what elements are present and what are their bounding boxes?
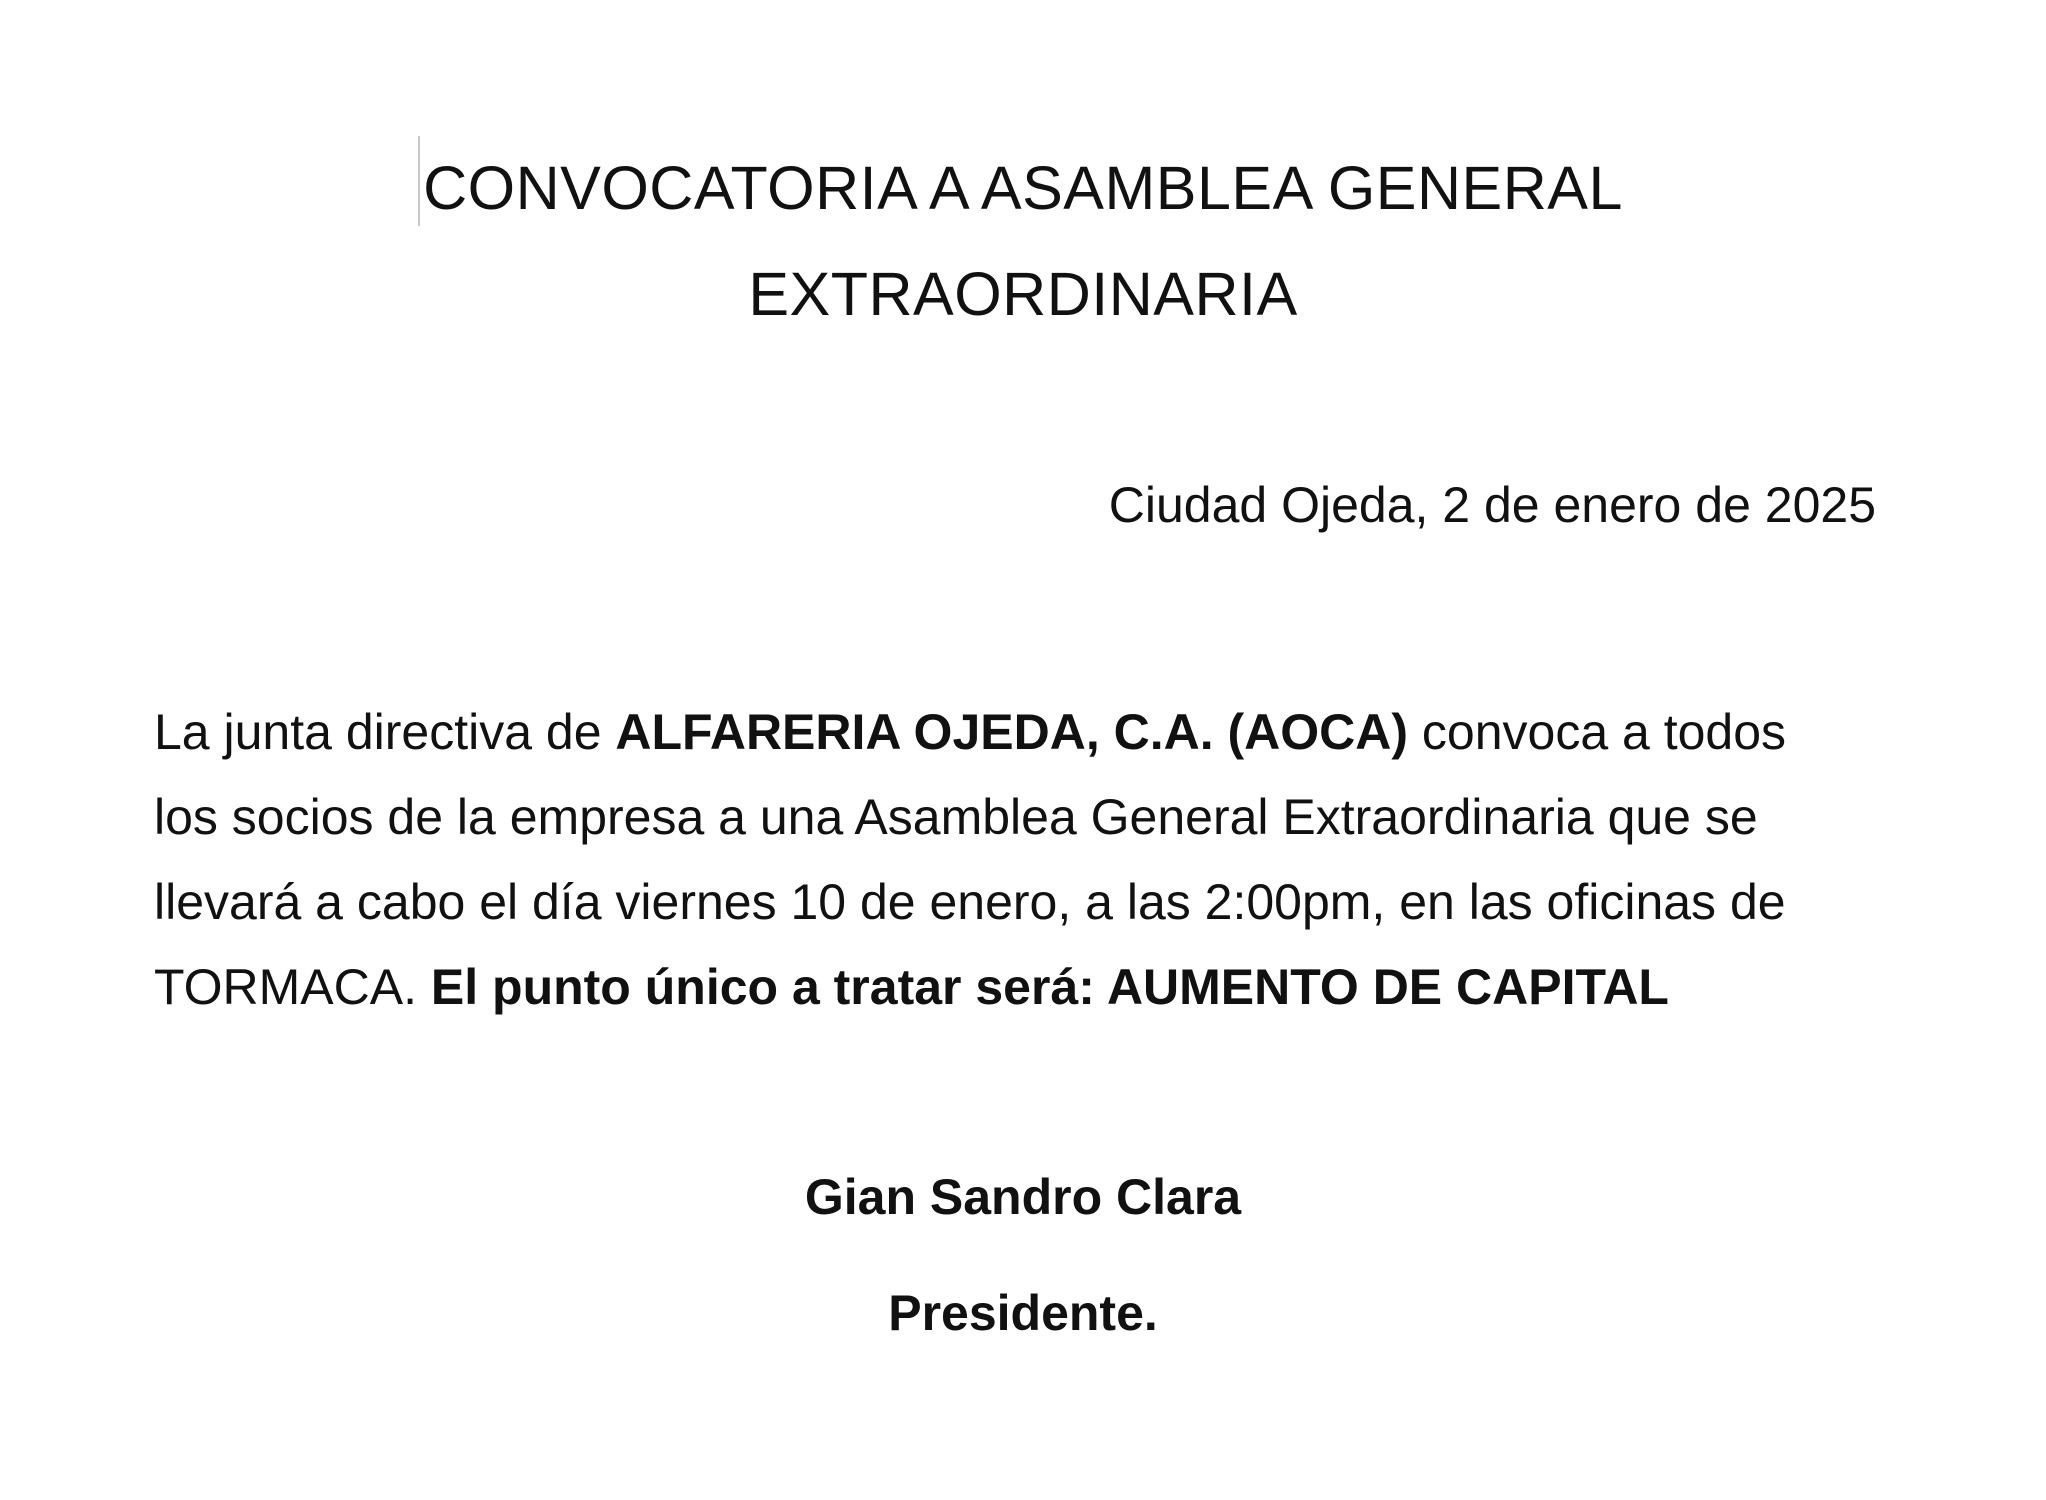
body-text-segment: convoca a todos xyxy=(1408,704,1787,760)
company-name: ALFARERIA OJEDA, C.A. (AOCA) xyxy=(615,704,1409,760)
document-title xyxy=(0,135,2046,347)
signature-name: Gian Sandro Clara xyxy=(804,1169,1242,1225)
body-text-segment: TORMACA. xyxy=(154,959,431,1015)
signature-role: Presidente. xyxy=(888,1285,1158,1341)
body-line-4 xyxy=(154,945,1914,1030)
body-line-3: llevará a cabo el día viernes 10 de enero, a las 2:00pm, en las oficinas de xyxy=(154,874,1786,930)
body-line-1 xyxy=(154,690,1914,775)
date-line: Ciudad Ojeda, 2 de enero de 2025 xyxy=(1108,477,1876,533)
body-line-2: los socios de la empresa a una Asamblea General Extraordinaria que se xyxy=(154,789,1758,845)
body-text-segment: La junta directiva de xyxy=(154,704,616,760)
agenda-point: El punto único a tratar será: AUMENTO DE CAPITAL xyxy=(430,959,1669,1015)
body-paragraph xyxy=(154,690,1914,1030)
title-line-2: EXTRAORDINARIA xyxy=(748,260,1298,328)
title-line-1: CONVOCATORIA A ASAMBLEA GENERAL xyxy=(423,154,1623,222)
